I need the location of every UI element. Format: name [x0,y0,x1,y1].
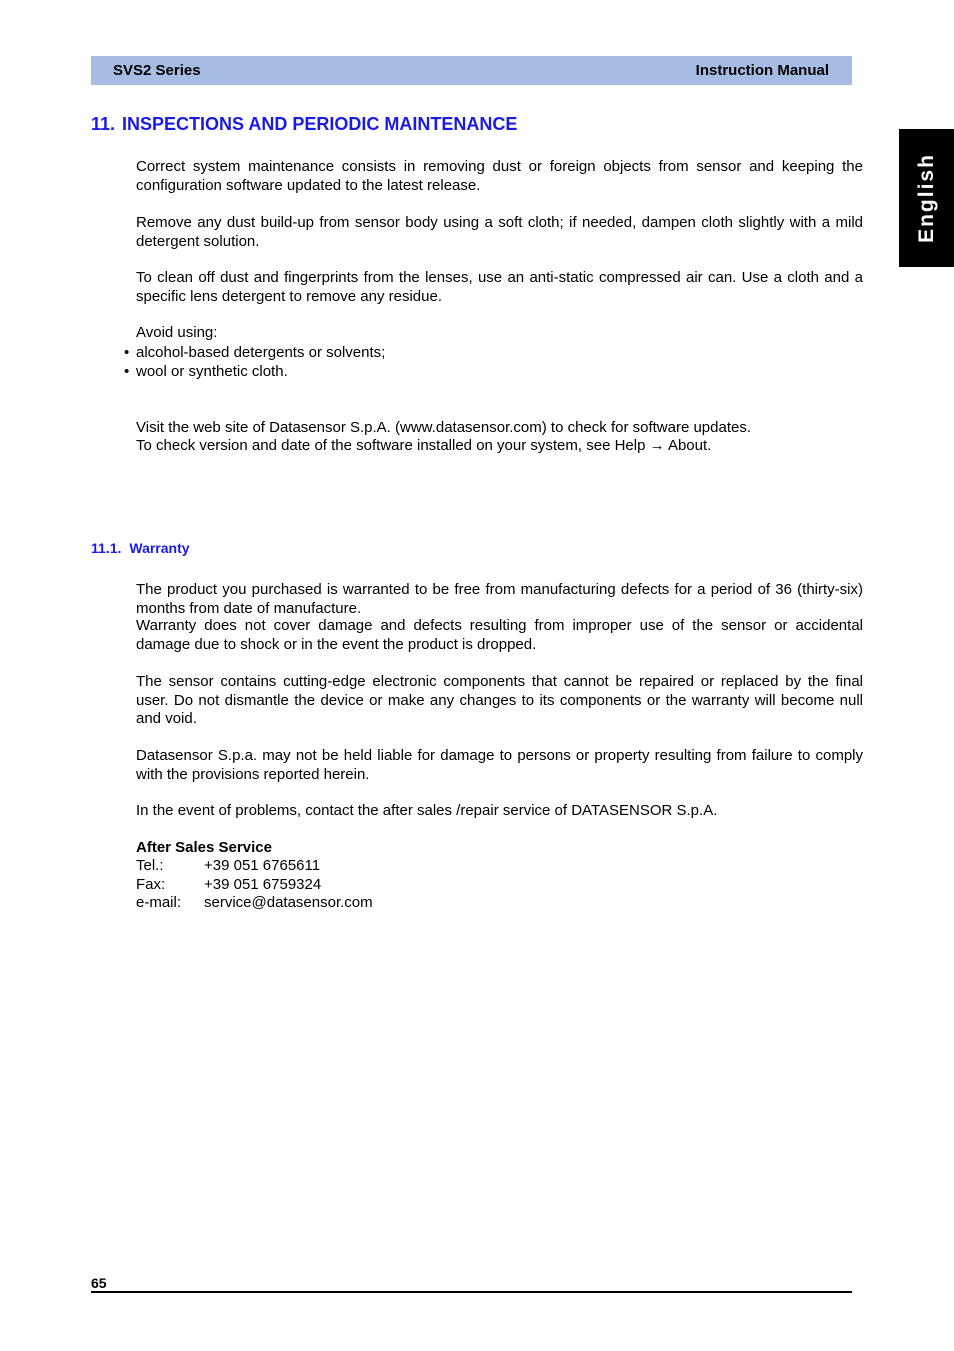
maintenance-paragraph-1: Correct system maintenance consists in removing dust or foreign objects from sensor and keeping the configuration software updated to the latest release. [136,158,863,194]
list-item-text: wool or synthetic cloth. [136,363,288,380]
maintenance-paragraph-2: Remove any dust build-up from sensor body using a soft cloth; if needed, dampen cloth slightly with a mild detergent solution. [136,214,863,250]
list-item [124,344,385,363]
header-series: SVS2 Series [113,62,201,79]
subsection-heading [91,540,190,556]
email-label: e-mail: [136,894,182,911]
web-update-line: Visit the web site of Datasensor S.p.A. (www.datasensor.com) to check for software updates. [136,419,752,436]
contact-tel [136,857,320,876]
fax-label: Fax: [136,876,166,893]
list-item [124,363,288,382]
page-header [91,56,852,85]
list-item-text: alcohol-based detergents or solvents; [136,344,386,361]
contact-fax [136,876,321,895]
footer-divider [91,1291,852,1293]
contact-email [136,894,373,913]
subsection-number: 11.1. [91,540,122,556]
section-title: INSPECTIONS AND PERIODIC MAINTENANCE [122,114,518,134]
section-number: 11. [91,114,116,134]
subsection-title: Warranty [129,540,190,556]
warranty-paragraph-1a: The product you purchased is warranted to be free from manufacturing defects for a period of 36 (thirty-six) months from date of manufacture. [136,581,863,617]
bullet-icon: • [124,363,130,380]
avoid-intro: Avoid using: [136,324,218,341]
language-tab-label: English [914,153,938,243]
warranty-paragraph-3: Datasensor S.p.a. may not be held liable for damage to persons or property resulting from failure to comply with the provisions reported herein. [136,747,863,783]
page-number: 65 [91,1275,107,1291]
email-value: service@datasensor.com [204,894,373,911]
after-sales-title: After Sales Service [136,839,272,856]
warranty-paragraph-1b: Warranty does not cover damage and defects resulting from improper use of the sensor or accidental damage due to shock or in the event the product is dropped. [136,617,863,653]
warranty-paragraph-4: In the event of problems, contact the after sales /repair service of DATASENSOR S.p.A. [136,802,718,819]
section-heading [91,114,517,135]
bullet-icon: • [124,344,130,361]
header-doc-type: Instruction Manual [695,62,829,79]
fax-value: +39 051 6759324 [204,876,322,893]
version-check-line: To check version and date of the software installed on your system, see Help → About. [136,437,712,454]
language-tab [899,129,954,267]
maintenance-paragraph-3: To clean off dust and fingerprints from the lenses, use an anti-static compressed air can. Use a cloth and a specific lens detergent to remove any residue. [136,269,863,305]
tel-value: +39 051 6765611 [204,857,321,874]
tel-label: Tel.: [136,857,164,874]
warranty-paragraph-2: The sensor contains cutting-edge electronic components that cannot be repaired or replaced by the final user. Do not dismantle the device or make any changes to its components or the warranty will become null and void. [136,673,863,727]
